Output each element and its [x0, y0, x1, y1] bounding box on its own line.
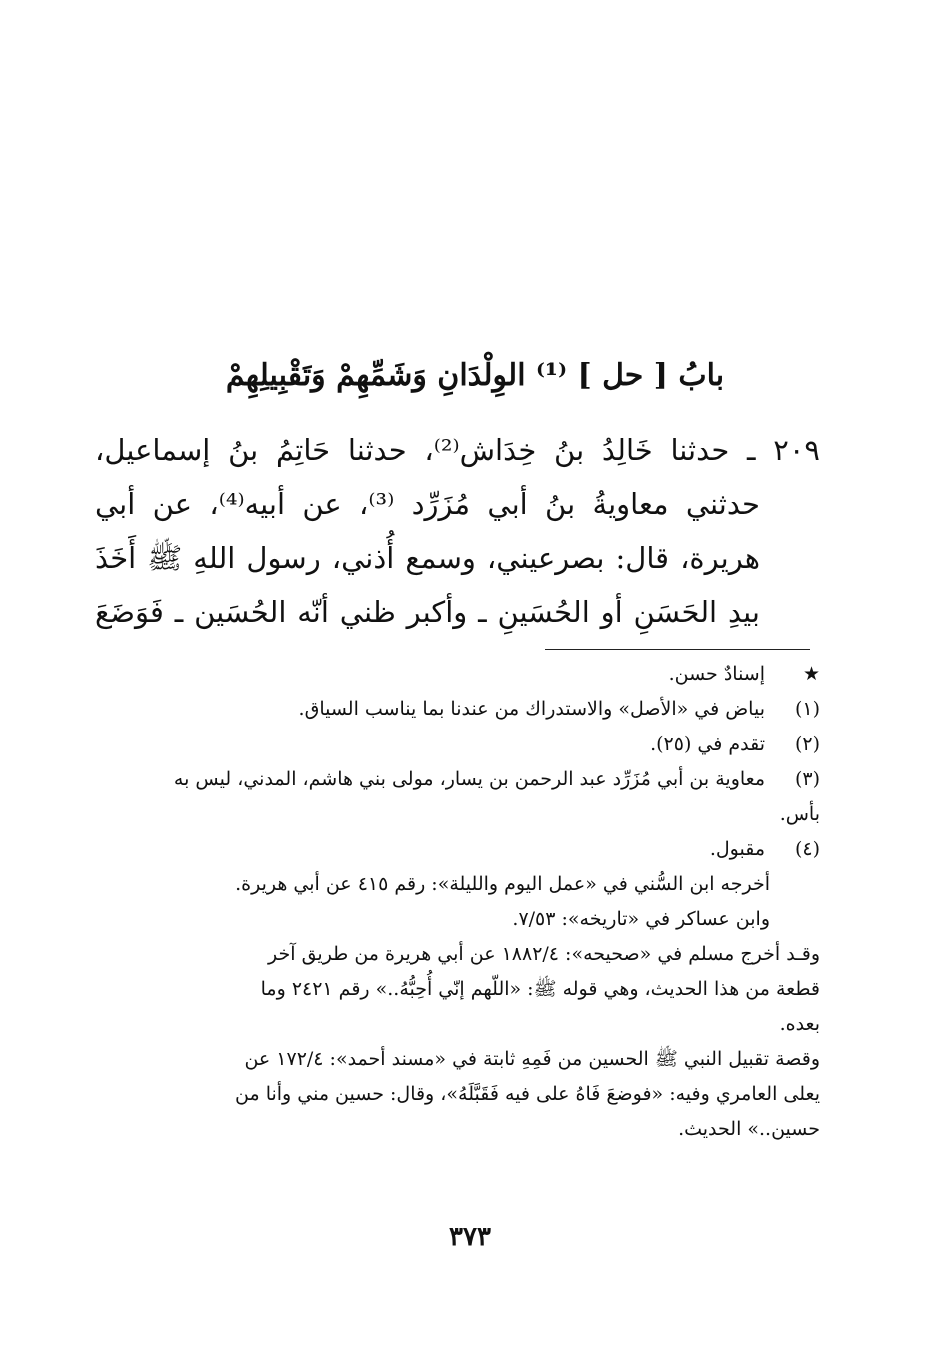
- footnote-text: تقدم في (٢٥).: [650, 733, 765, 755]
- footnote-star: [100, 657, 820, 692]
- footnote-3: [100, 762, 820, 832]
- footnote-4: [100, 832, 820, 867]
- hadith-line: ٢٠٩ ـ حدثنا خَالِدُ بنُ خِدَاش⁽²⁾، حدثنا حَاتِمُ بنُ إسماعيل،: [95, 433, 820, 467]
- footnote-marker: (٤): [794, 838, 820, 860]
- footnote-note-line: بعده.: [779, 1013, 820, 1035]
- hadith-line: بيدِ الحَسَنِ أو الحُسَينِ ـ وأكبر ظني أنّه الحُسَين ـ فَوَضَعَ: [95, 595, 760, 629]
- footnote-marker: (١): [794, 698, 820, 720]
- page-number: ٣٧٣: [449, 1222, 491, 1252]
- hadith-line: هريرة، قال: بصرعيني، وسمع أُذني، رسول اللهِ ﷺ أَخَذَ: [95, 541, 760, 575]
- footnote-note-line: أخرجه ابن السُّني في «عمل اليوم والليلة»: رقم ٤١٥ عن أبي هريرة.: [235, 873, 770, 895]
- footnotes: [100, 657, 820, 1147]
- footnote-separator: [545, 649, 810, 650]
- hadith-line: حدثني معاويةُ بنُ أبي مُزَرِّد ⁽³⁾، عن أبيه⁽⁴⁾، عن أبي: [95, 487, 760, 521]
- footnote-text: بياض في «الأصل» والاستدراك من عندنا بما يناسب السياق.: [298, 698, 765, 720]
- footnote-marker: ★: [802, 663, 820, 685]
- footnote-text: بأس.: [779, 803, 820, 825]
- footnote-text: إسنادٌ حسن.: [668, 663, 765, 685]
- footnote-marker: (٣): [794, 768, 820, 790]
- footnote-4-details: [100, 867, 820, 1147]
- footnote-note-line: قطعة من هذا الحديث، وهي قوله ﷺ: «اللّهم إنّي أُحِبُّهُ..» رقم ٢٤٢١ وما: [260, 978, 820, 1000]
- footnote-note-line: وقصة تقبيل النبي ﷺ الحسين من فَمِهِ ثابتة في «مسند أحمد»: ١٧٢/٤ عن: [244, 1048, 820, 1070]
- chapter-title: بابُ [ حل ] ⁽¹⁾ الوِلْدَانِ وَشَمِّهِمْ وَتَقْبِيلِهِمْ: [225, 358, 725, 393]
- footnote-note-line: يعلى العامري وفيه: «فوضعَ فَاهُ على فيه فَقَبَّلَهُ»، وقال: حسين مني وأنا من: [235, 1083, 820, 1105]
- hadith-text: [95, 423, 820, 639]
- footnote-note-line: وقـد أخرج مسلم في «صحيحه»: ١٨٨٢/٤ عن أبي هريرة من طريق آخر: [268, 943, 820, 965]
- footnote-note-line: حسين..» الحديث.: [678, 1118, 820, 1140]
- footnote-text: معاوية بن أبي مُزَرِّد عبد الرحمن بن يسار، مولى بني هاشم، المدني، ليس به: [173, 768, 765, 790]
- footnote-note-line: وابن عساكر في «تاريخه»: ٧/٥٣.: [512, 908, 770, 930]
- footnote-marker: (٢): [794, 733, 820, 755]
- footnote-1: [100, 692, 820, 727]
- footnote-2: [100, 727, 820, 762]
- footnote-text: مقبول.: [709, 838, 765, 860]
